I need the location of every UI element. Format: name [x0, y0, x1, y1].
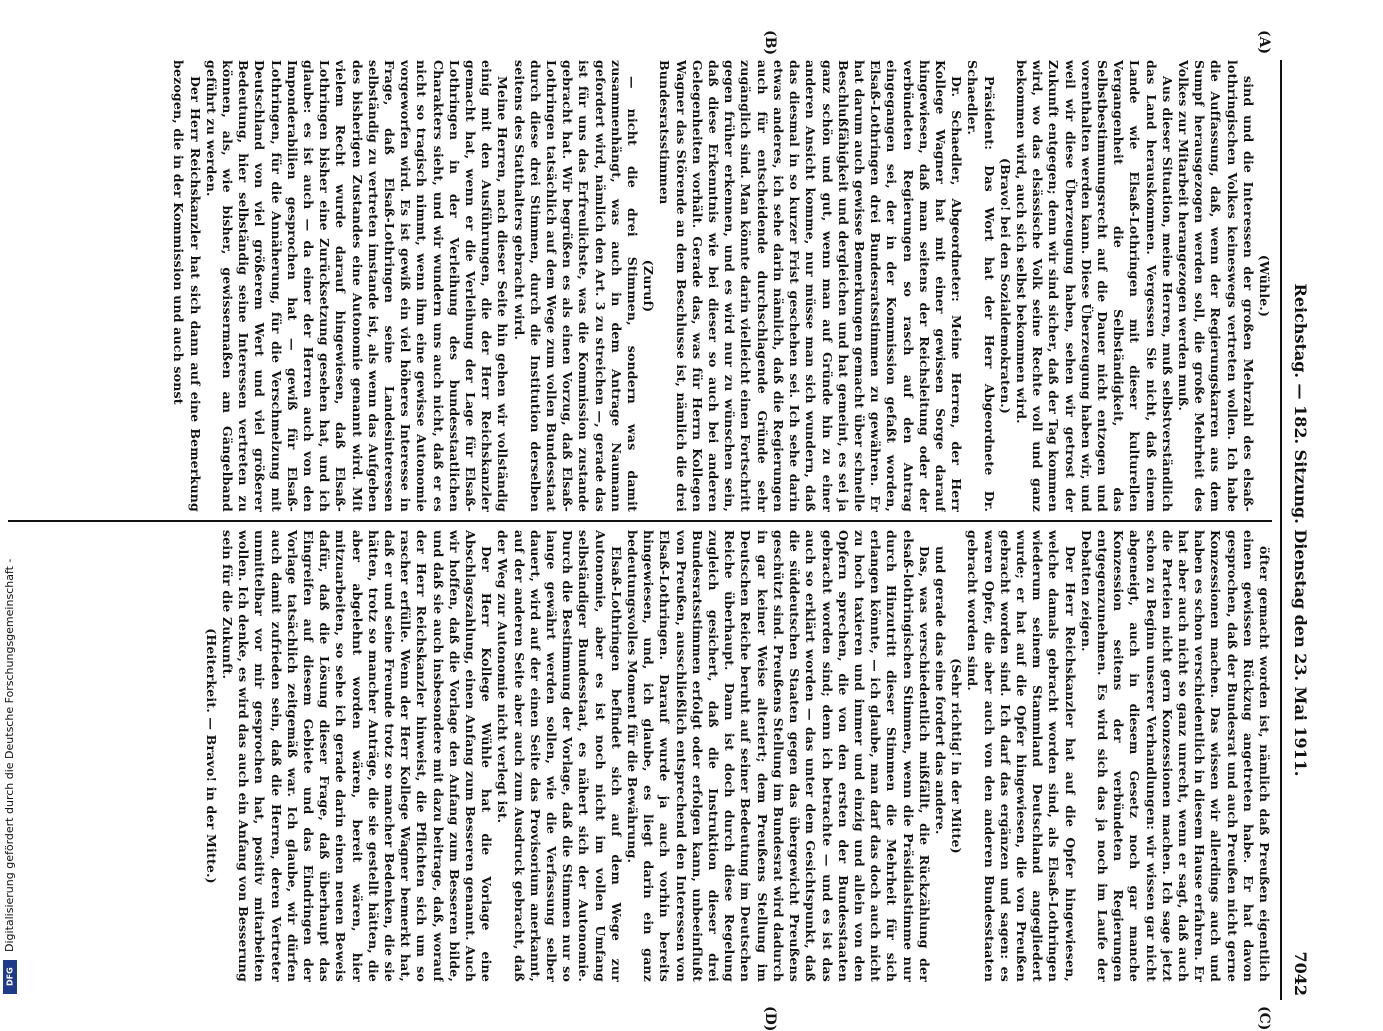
paragraph: Das, was verschiedentlich mißfällt, die Rückzählung der elsaß-lothringischen Stimmen, wenn die Präsidialstimme nur durch Hinzutritt dieser Stimmen die Mehrheit für sich erlangen könnte, — ich glaube, man darf das doch auch nicht zu hoch taxieren und immer und einzig und allein von den Opfern sprechen, die von den ersten der Bundesstaaten gebracht worden sind; denn ich betrachte — und es ist das auch so erklärt worden — das unter dem Gesichtspunkt, daß die süddeutschen Staaten gegen das übergewicht Preußens geschützt sind. Preußens Stellung im Bundesrat wird dadurch in gar keiner Weise alteriert; dem Preußens Stellung im Deutschen Reiche beruht auf seiner Bedeutung im Deutschen Reiche überhaupt. Dann ist doch durch diese Regelung zugleich gesichert, daß die Instruktion dieser drei Bundesratsstimmen erfolgt oder erfolgen kann, unbeeinflußt von Preußen, ausschließlich entsprechend den Interessen von Elsaß-Lothringen. Darauf wurde ja auch vorhin bereits hingewiesen, und, ich glaube, es liegt darin ein ganz bedeutungsvolles Moment für die Bewährung.: [625, 530, 932, 982]
paragraph: öfter gemacht worden ist, nämlich daß Preußen eigentlich einen gewissen Rückzug angetreten habe. Er hat davon gesprochen, daß der Bundesrat und auch Preußen nicht gerne Konzessionen machen. Das wissen wir allerdings auch und haben es schon verschiedentlich in diesem Hause erfahren. Er hat aber auch nicht so ganz unrecht, wenn er sagt, daß auch die Parteien nicht gern Konzessionen machen. Ich sage jetzt schon zu Beginn unserer Verhandlungen: wir wissen gar nicht abgeneigt, auch in diesem Gesetz noch gar manche Konzession seitens der verbündeten Regierungen entgegenzunehmen. Es wird sich das ja noch im Laufe der Debatten zeigen.: [1078, 530, 1272, 982]
page-header: [1280, 60, 1318, 1000]
paragraph: Meine Herren, nach dieser Seite hin gehen wir vollständig einig mit den Ausführungen, die der Herr Reichskanzler gemacht hat, wenn er die Verleihung der Lage für Elsaß-Lothringen in der Verleihung des bundesstaatlichen Charakters sieht, und wir wundern uns auch nicht, daß er es nicht so tragisch nimmt, wenn ihm eine gewisse Autonomie vorgeworfen wird. Es ist gewiß ein viel höheres Interesse in Frage, daß Elsaß-Lothringen seine Landesinteressen selbständig zu vertreten imstande ist, als wenn das Aufgeben des bisherigen Zustandes eine Autonomie genannt wird. Mit vielem Recht wurde darauf hingewiesen, daß Elsaß-Lothringen bisher eine Zurücksetzung gesehen hat, und ich glaube: es ist auch — da einer der Herren auch von den Imponderabilien gesprochen hat — gewiß für Elsaß-Lothringen, für die Annäherung, für die Verschmelzung mit Deutschland von viel größerem Wert und viel größerer Bedeutung, hier selbständig seine Interessen vertreten zu können, als, wie bisher, gewissermaßen am Gängelband geführt zu werden.: [203, 60, 511, 512]
paragraph: — nicht die drei Stimmen, sondern was damit zusammenhängt, was auch in dem Antrage Naumann gefordert wird, nämlich den Art. 3 zu streichen —, gerade das ist für uns das Erfreulichste, was die Kommission zustande gebracht hat. Wir begrüßen es als einen Vorzug, daß Elsaß-Lothringen tatsächlich auf dem Wege zum vollen Bundesstaat durch diese drei Stimmen, durch die Institution derselben seitens des Statthalters gebracht wird.: [511, 60, 641, 512]
column-divider: [8, 520, 1272, 522]
interjection: (Zuruf): [641, 259, 657, 313]
paragraph: und gerade das eine fordert das andere.: [932, 546, 948, 835]
paragraph: Präsident: Das Wort hat der Herr Abgeordnete Dr. Schaedler.: [965, 60, 997, 512]
margin-marker-b: (B): [762, 30, 778, 56]
rotated-document-page: [0, 30, 1318, 1031]
page-number: 7042: [1291, 951, 1310, 996]
paragraph: Der Herr Reichskanzler hat sich dann auf eine Bemerkung bezogen, die in der Kommission und auch sonst: [171, 60, 203, 512]
interjection: (Heiterkeit. — Bravo! in der Mitte.): [203, 628, 219, 884]
paragraph: Der Herr Reichskanzler hat auf die Opfer hingewiesen, welche damals gebracht worden sind, als Elsaß-Lothringen wiederum seinem Stammland Deutschland angegliedert wurde; er hat auf die Opfer hingewiesen, die von Preußen gebracht worden sind. Ich darf das ergänzen und sagen: es waren Opfer, die aber auch von den anderen Bundesstaaten gebracht worden sind.: [965, 530, 1078, 982]
right-column: [8, 530, 1272, 982]
interjection: (Sehr richtig! in der Mitte): [949, 658, 965, 854]
paragraph: Dr. Schaedler, Abgeordneter: Meine Herren, der Herr Kollege Wagner hat mit einer gewissen Sorge darauf hingewiesen, daß man seitens der Reichsleitung oder der verbündeten Regierungen so rasch auf den Antrag eingegangen sei, der in der Kommission gefaßt worden, Elsaß-Lothringen drei Bundesratsstimmen zu gewähren. Er hat darum auch gewisse Bemerkungen gemacht über schnelle Beschlußfähigkeit und dergleichen und hat gemeint, es sei ja ganz schön und gut, wenn man auf Gründe hin zu einer anderen Ansicht komme, nur müsse man sich wundern, daß das diesmal in so kurzer Frist geschehen sei. Ich sehe darin etwas anderes, ich sehe darin nämlich, daß die Regierungen auch für entscheidende durchschlagende Gründe sehr zugänglich sind. Man könnte darin vielleicht einen Fortschritt gegen früher erkennen, und es wird nur zu wünschen sein, daß diese Erkenntnis wie bei dieser so auch bei anderen Gelegenheiten vorhält. Gerade das, was für Herrn Kollegen Wagner das Störende an dem Beschlusse ist, nämlich die drei Bundesratsstimmen: [657, 60, 965, 512]
margin-marker-d: (D): [762, 1006, 778, 1031]
speaker-note: (Wühle.): [1257, 254, 1272, 318]
dfg-logo-icon: DFG: [3, 960, 17, 994]
digitization-credit: Digitalisierung gefördert durch die Deutsche Forschungsgemeinschaft -: [3, 558, 16, 952]
paragraph: Elsaß-Lothringen befindet sich auf dem Wege zur Autonomie, aber es ist noch nicht im vollen Umfang selbständiger Bundesstaat, es nähert sich der Autonomie. Durch die Bestimmung der Vorlage, daß die Stimmen nur so lange gewährt werden sollen, wie die Verfassung selber dauert, wird auf der einen Seite das Provisorium anerkannt, auf der anderen Seite aber auch zum Ausdruck gebracht, daß der Weg zur Autonomie nicht verlegt ist.: [495, 530, 624, 982]
left-column: [8, 60, 1272, 512]
paragraph: sind und die Interessen der großen Mehrzahl des elsaß-lothringischen Volkes keineswegs vertreten wollen. Ich habe die Auffassung, daß, wenn der Regierungskarren aus dem Sumpf herausgezogen werden soll, die große Mehrheit des Volkes zur Mitarbeit herangezogen werden muß.: [1175, 60, 1256, 512]
margin-marker-c: (C): [1256, 1006, 1272, 1031]
paragraph: Der Herr Kollege Wühle hat die Vorlage eine Abschlagszahlung, einen Anfang zum Besseren genannt. Auch wir hoffen, daß die Vorlage den Anfang zum Besseren bilde, und daß sie auch insbesondere mit dazu beitrage, daß, worauf der Herr Reichskanzler hinweist, die Pflichten sich um so rascher erfülle. Wenn der Herr Kollege Wagner bemerkt hat, daß er und seine Freunde trotz so mancher Bedenken, die sie hätten, trotz so mancher Anträge, die sie gestellt hätten, die aber abgelehnt worden wären, bereit wären, hier mitzuarbeiten, so sehe ich gerade darin einen neuen Beweis dafür, daß die Lösung dieser Frage, daß überhaupt das Eingreifen auf diesem Gebiete und das Eindringen der Vorlage tatsächlich zeitgemäß war. Ich glaube, wir dürfen auch damit zufrieden sein, daß die Herren, deren Vertreter unmittelbar vor mir gesprochen hat, positiv mitarbeiten wollen. Ich denke, es wird das auch ein Anfang von Besserung sein für die Zukunft.: [220, 530, 495, 982]
margin-marker-a: (A): [1256, 30, 1272, 55]
interjection: (Bravo! bei den Sozialdemokraten.): [997, 157, 1013, 415]
header-title: Reichstag. — 182. Sitzung. Dienstag den 23. Mai 1911.: [1291, 283, 1310, 777]
paragraph: Aus dieser Situation, meine Herren, muß selbstverständlich das Land herauskommen. Vergessen Sie nicht, daß einem Lande wie Elsaß-Lothringen mit dieser kulturellen Vergangenheit die Selbständigkeit, das Selbstbestimmungsrecht auf die Dauer nicht entzogen und vorenthalten werden kann. Diese Überzeugung haben wir, und weil wir diese Überzeugung haben, sehen wir getrost der Zukunft entgegen; denn wir sind sicher, daß der Tag kommen wird, wo das elsässische Volk seine Rechte voll und ganz bekommen wird, auch sich selbst bekommen wird.: [1013, 60, 1175, 512]
